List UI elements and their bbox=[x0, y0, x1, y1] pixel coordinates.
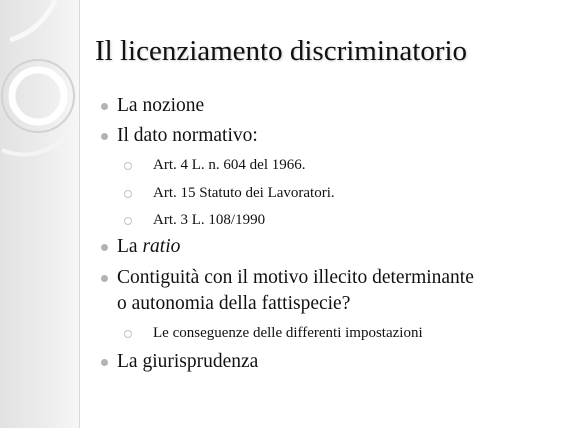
sub-bullet-text: Art. 4 L. n. 604 del 1966. bbox=[153, 157, 306, 173]
bullet-text: La giurisprudenza bbox=[117, 351, 259, 372]
sub-bullet-icon bbox=[124, 190, 132, 198]
bullet-text: La nozione bbox=[117, 95, 205, 116]
sub-bullet-icon bbox=[124, 162, 132, 170]
sub-bullet-icon bbox=[124, 330, 132, 338]
sub-bullet-text: Art. 3 L. 108/1990 bbox=[153, 212, 266, 228]
slide-title: Il licenziamento discriminatorio bbox=[95, 35, 468, 67]
bullet-text bbox=[117, 235, 180, 259]
bullet-text: Il dato normativo: bbox=[117, 125, 258, 146]
bullet-text-plain: La bbox=[117, 236, 143, 257]
sub-bullet-text: Art. 15 Statuto dei Lavoratori. bbox=[153, 185, 335, 201]
bullet-text: Contiguità con il motivo illecito determinante bbox=[117, 267, 474, 288]
bullet-icon bbox=[101, 244, 108, 251]
bullet-text-italic: ratio bbox=[142, 236, 181, 257]
bullet-icon bbox=[101, 133, 108, 140]
sub-bullet-text: Le conseguenze delle differenti impostazioni bbox=[153, 325, 423, 341]
bullet-text-line2: o autonomia della fattispecie? bbox=[117, 293, 351, 314]
bullet-icon bbox=[101, 103, 108, 110]
sub-bullet-icon bbox=[124, 217, 132, 225]
bullet-icon bbox=[101, 275, 108, 282]
bullet-icon bbox=[101, 359, 108, 366]
